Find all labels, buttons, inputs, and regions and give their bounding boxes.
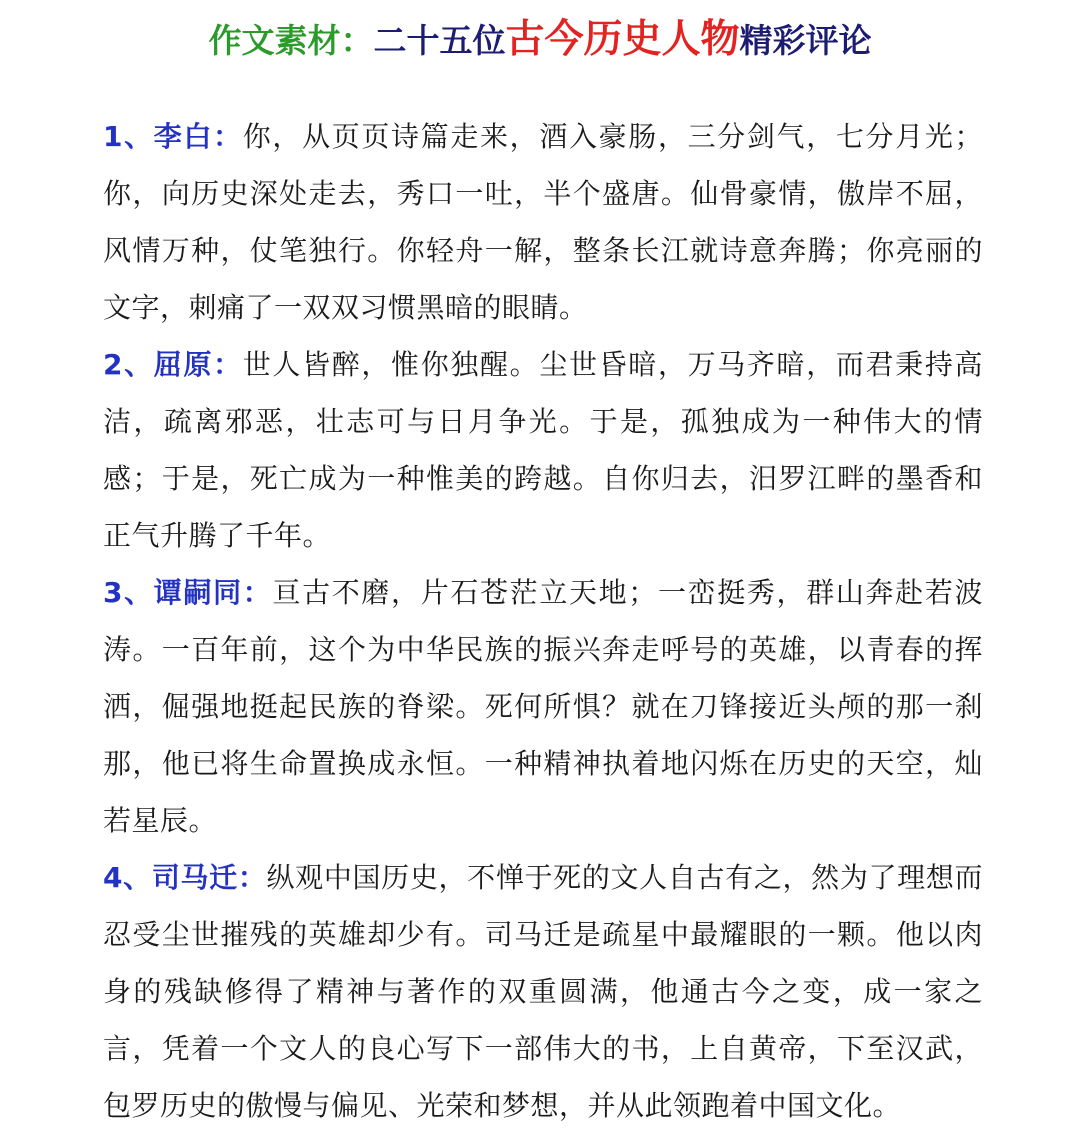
entry-heading: 3、谭嗣同： (103, 576, 273, 609)
entry-heading: 4、司马迁： (103, 861, 267, 894)
entry-tan-sitong (103, 564, 983, 849)
title-highlight: 古今历史人物 (505, 17, 740, 62)
entry-heading: 1、李白： (103, 120, 243, 153)
entry-text: 亘古不磨，片石苍茫立天地；一峦挺秀，群山奔赴若波涛。一百年前，这个为中华民族的振兴奔走呼号的英雄，以青春的挥洒，倔强地挺起民族的脊梁。死何所惧？就在刀锋接近头颅的那一刹那，他已将生命置换成永恒。一种精神执着地闪烁在历史的天空，灿若星辰。 (103, 576, 983, 837)
entry-text: 纵观中国历史，不惮于死的文人自古有之，然为了理想而忍受尘世摧残的英雄却少有。司马迁是疏星中最耀眼的一颗。他以肉身的残缺修得了精神与著作的双重圆满，他通古今之变，成一家之言，凭着一个文人的良心写下一部伟大的书，上自黄帝，下至汉武，包罗历史的傲慢与偏见、光荣和梦想，并从此领跑着中国文化。 (103, 861, 983, 1122)
entry-text: 世人皆醉，惟你独醒。尘世昏暗，万马齐暗，而君秉持高洁，疏离邪恶，壮志可与日月争光。于是，孤独成为一种伟大的情感；于是，死亡成为一种惟美的跨越。自你归去，汨罗江畔的墨香和正气升腾了千年。 (103, 348, 983, 552)
title-prefix: 作文素材： (208, 21, 374, 60)
article-body (103, 108, 983, 1134)
title-count: 二十五位 (373, 21, 506, 60)
page-title (0, 14, 1080, 67)
entry-sima-qian (103, 849, 983, 1134)
title-suffix: 精彩评论 (739, 21, 872, 60)
entry-li-bai (103, 108, 983, 336)
entry-text: 你，从页页诗篇走来，酒入豪肠，三分剑气，七分月光；你，向历史深处走去，秀口一吐，半个盛唐。仙骨豪情，傲岸不屈，风情万种，仗笔独行。你轻舟一解，整条长江就诗意奔腾；你亮丽的文字，刺痛了一双双习惯黑暗的眼睛。 (103, 120, 983, 324)
entry-qu-yuan (103, 336, 983, 564)
entry-heading: 2、屈原： (103, 348, 243, 381)
